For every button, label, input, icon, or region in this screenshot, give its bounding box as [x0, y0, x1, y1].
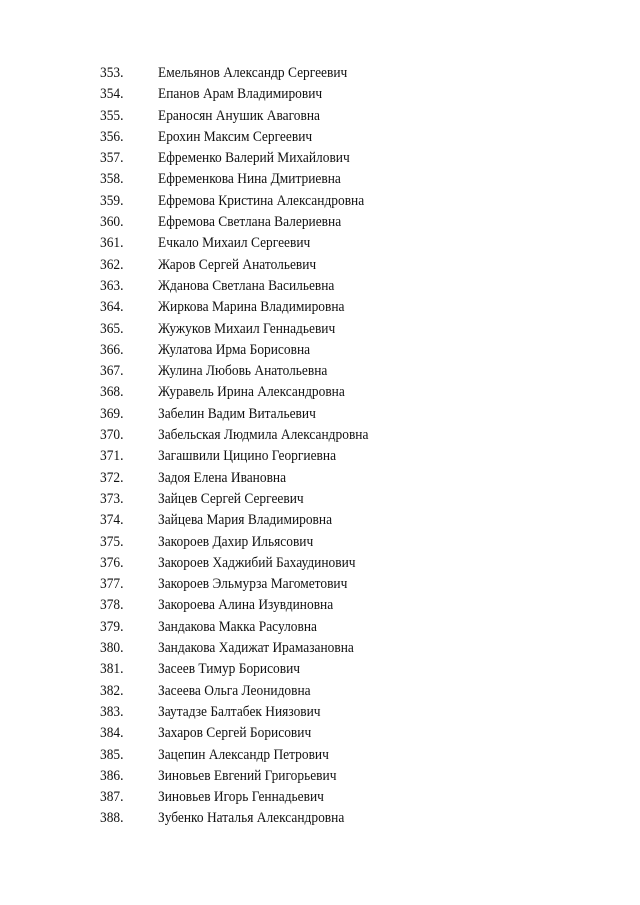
list-item [100, 63, 387, 84]
entry-number: 371. [100, 448, 124, 465]
entry-name: Зацепин Александр Петрович [158, 746, 329, 763]
entry-number: 355. [100, 107, 124, 124]
entry-number: 370. [100, 427, 124, 444]
entry-name: Задоя Елена Ивановна [158, 469, 287, 486]
list-item [100, 723, 387, 744]
list-item [100, 404, 387, 425]
entry-name: Засеева Ольга Леонидовна [158, 682, 311, 699]
entry-name: Забелин Вадим Витальевич [158, 405, 316, 422]
entry-number: 363. [100, 277, 124, 294]
list-item [100, 532, 387, 553]
list-item [100, 617, 387, 638]
entry-number: 366. [100, 341, 124, 358]
list-item [100, 659, 387, 680]
entry-name: Закороев Хаджибий Бахаудинович [158, 554, 356, 571]
list-item [100, 233, 387, 254]
entry-name: Зубенко Наталья Александровна [158, 810, 345, 827]
list-item [100, 319, 387, 340]
entry-name: Жулатова Ирма Борисовна [158, 341, 311, 358]
list-item [100, 638, 387, 659]
entry-number: 377. [100, 576, 124, 593]
entry-number: 386. [100, 767, 124, 784]
entry-name: Жужуков Михаил Геннадьевич [158, 320, 336, 337]
list-item [100, 510, 387, 531]
entry-number: 356. [100, 128, 124, 145]
entry-name: Ефремова Светлана Валериевна [158, 214, 342, 231]
entry-number: 387. [100, 789, 124, 806]
entry-number: 365. [100, 320, 124, 337]
list-item [100, 787, 387, 808]
name-list [100, 63, 387, 830]
entry-name: Ерохин Максим Сергеевич [158, 128, 313, 145]
entry-name: Зиновьев Евгений Григорьевич [158, 767, 337, 784]
entry-number: 379. [100, 618, 124, 635]
list-item [100, 425, 387, 446]
entry-number: 376. [100, 554, 124, 571]
list-item [100, 276, 387, 297]
entry-name: Епанов Арам Владимирович [158, 86, 323, 103]
entry-name: Закороев Дахир Ильясович [158, 533, 314, 550]
entry-name: Зандакова Хадижат Ирамазановна [158, 640, 354, 657]
entry-number: 360. [100, 214, 124, 231]
list-item [100, 745, 387, 766]
entry-name: Закороев Эльмурза Магометович [158, 576, 348, 593]
entry-number: 378. [100, 597, 124, 614]
entry-name: Ефременко Валерий Михайлович [158, 150, 350, 167]
entry-name: Зайцев Сергей Сергеевич [158, 490, 304, 507]
entry-number: 369. [100, 405, 124, 422]
entry-name: Жиркова Марина Владимировна [158, 299, 345, 316]
entry-name: Загашвили Цицино Георгиевна [158, 448, 337, 465]
entry-name: Зиновьев Игорь Геннадьевич [158, 789, 324, 806]
entry-number: 382. [100, 682, 124, 699]
list-item [100, 574, 387, 595]
entry-name: Зайцева Мария Владимировна [158, 512, 333, 529]
entry-name: Жаров Сергей Анатольевич [158, 256, 317, 273]
list-item [100, 361, 387, 382]
entry-number: 373. [100, 490, 124, 507]
entry-name: Ечкало Михаил Сергеевич [158, 235, 311, 252]
entry-number: 368. [100, 384, 124, 401]
entry-number: 375. [100, 533, 124, 550]
entry-number: 367. [100, 363, 124, 380]
list-item [100, 489, 387, 510]
entry-name: Закороева Алина Изувдиновна [158, 597, 334, 614]
entry-number: 388. [100, 810, 124, 827]
list-item [100, 127, 387, 148]
entry-name: Ефремова Кристина Александровна [158, 192, 365, 209]
entry-name: Ефременкова Нина Дмитриевна [158, 171, 341, 188]
list-item [100, 106, 387, 127]
entry-number: 362. [100, 256, 124, 273]
list-item [100, 553, 387, 574]
list-item [100, 446, 387, 467]
entry-number: 372. [100, 469, 124, 486]
list-item [100, 169, 387, 190]
entry-name: Жулина Любовь Анатольевна [158, 363, 328, 380]
list-item [100, 766, 387, 787]
list-item [100, 808, 387, 829]
entry-number: 359. [100, 192, 124, 209]
list-item [100, 340, 387, 361]
entry-name: Ераносян Анушик Аваговна [158, 107, 320, 124]
list-item [100, 84, 387, 105]
entry-number: 361. [100, 235, 124, 252]
list-item [100, 468, 387, 489]
entry-name: Забельская Людмила Александровна [158, 427, 369, 444]
list-item [100, 297, 387, 318]
entry-number: 384. [100, 725, 124, 742]
list-item [100, 702, 387, 723]
entry-name: Жданова Светлана Васильевна [158, 277, 335, 294]
entry-number: 357. [100, 150, 124, 167]
list-item [100, 595, 387, 616]
list-item [100, 212, 387, 233]
list-item [100, 148, 387, 169]
entry-number: 353. [100, 65, 124, 81]
list-item [100, 681, 387, 702]
entry-name: Журавель Ирина Александровна [158, 384, 345, 401]
entry-number: 364. [100, 299, 124, 316]
list-item [100, 255, 387, 276]
entry-number: 354. [100, 86, 124, 103]
entry-number: 374. [100, 512, 124, 529]
list-item [100, 191, 387, 212]
entry-name: Емельянов Александр Сергеевич [158, 65, 348, 81]
entry-name: Захаров Сергей Борисович [158, 725, 312, 742]
entry-number: 381. [100, 661, 124, 678]
entry-number: 380. [100, 640, 124, 657]
entry-number: 358. [100, 171, 124, 188]
entry-name: Засеев Тимур Борисович [158, 661, 301, 678]
list-item [100, 382, 387, 403]
entry-name: Зандакова Макка Расуловна [158, 618, 317, 635]
entry-number: 383. [100, 703, 124, 720]
entry-number: 385. [100, 746, 124, 763]
entry-name: Заутадзе Балтабек Ниязович [158, 703, 321, 720]
